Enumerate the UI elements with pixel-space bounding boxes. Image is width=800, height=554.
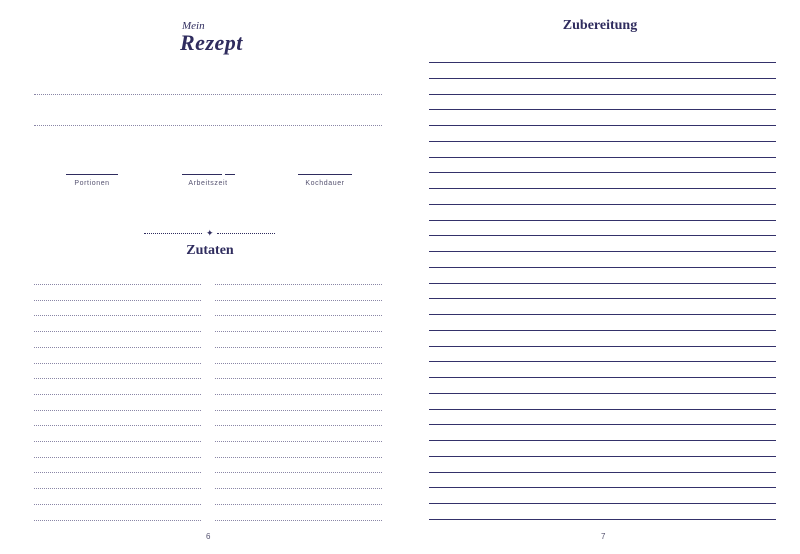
ingredient-line[interactable]	[34, 410, 201, 411]
preparation-line[interactable]	[429, 188, 776, 189]
ingredient-line[interactable]	[215, 394, 382, 395]
ingredient-line[interactable]	[34, 300, 201, 301]
preparation-line[interactable]	[429, 94, 776, 95]
portionen-label: Portionen	[74, 180, 110, 187]
ingredient-line[interactable]	[34, 347, 201, 348]
preparation-line[interactable]	[429, 267, 776, 268]
preparation-line[interactable]	[429, 157, 776, 158]
ingredient-line[interactable]	[215, 472, 382, 473]
preparation-line[interactable]	[429, 393, 776, 394]
mein-rezept-logo	[170, 20, 250, 60]
ingredient-line[interactable]	[34, 363, 201, 364]
preparation-line[interactable]	[429, 330, 776, 331]
preparation-line[interactable]	[429, 377, 776, 378]
kochdauer-label: Kochdauer	[305, 180, 345, 187]
page-number-right: 7	[601, 532, 606, 541]
arbeitszeit-input-line[interactable]	[182, 174, 222, 175]
preparation-line[interactable]	[429, 456, 776, 457]
ingredient-line[interactable]	[34, 425, 201, 426]
preparation-line[interactable]	[429, 361, 776, 362]
ingredient-line[interactable]	[215, 363, 382, 364]
preparation-line[interactable]	[429, 314, 776, 315]
preparation-line[interactable]	[429, 204, 776, 205]
ingredient-line[interactable]	[34, 284, 201, 285]
preparation-line[interactable]	[429, 487, 776, 488]
page-number-left: 6	[206, 532, 211, 541]
preparation-line[interactable]	[429, 283, 776, 284]
preparation-line[interactable]	[429, 220, 776, 221]
preparation-line[interactable]	[429, 172, 776, 173]
preparation-line[interactable]	[429, 298, 776, 299]
preparation-line[interactable]	[429, 503, 776, 504]
preparation-line[interactable]	[429, 346, 776, 347]
ingredient-line[interactable]	[215, 457, 382, 458]
arbeitszeit-input-line-end	[225, 174, 235, 175]
ingredient-line[interactable]	[215, 378, 382, 379]
ingredient-line[interactable]	[215, 347, 382, 348]
ingredient-line[interactable]	[215, 520, 382, 521]
kochdauer-input-line[interactable]	[298, 174, 352, 175]
recipe-title-line[interactable]	[34, 94, 382, 95]
ingredient-line[interactable]	[34, 331, 201, 332]
preparation-line[interactable]	[429, 109, 776, 110]
ingredient-line[interactable]	[215, 300, 382, 301]
ingredient-line[interactable]	[34, 457, 201, 458]
ingredient-line[interactable]	[215, 441, 382, 442]
zutaten-heading: Zutaten	[186, 243, 234, 258]
divider-dots-right	[217, 233, 275, 234]
preparation-line[interactable]	[429, 78, 776, 79]
portionen-input-line[interactable]	[66, 174, 118, 175]
ingredient-line[interactable]	[215, 504, 382, 505]
preparation-line[interactable]	[429, 472, 776, 473]
ingredient-line[interactable]	[34, 378, 201, 379]
diamond-ornament-icon: ✦	[206, 228, 214, 238]
preparation-line[interactable]	[429, 251, 776, 252]
right-page	[400, 0, 800, 554]
ingredient-line[interactable]	[215, 488, 382, 489]
preparation-line[interactable]	[429, 235, 776, 236]
ingredient-line[interactable]	[215, 315, 382, 316]
ingredient-line[interactable]	[34, 441, 201, 442]
preparation-line[interactable]	[429, 440, 776, 441]
ingredient-line[interactable]	[215, 425, 382, 426]
recipe-title-line[interactable]	[34, 125, 382, 126]
preparation-line[interactable]	[429, 424, 776, 425]
ingredient-line[interactable]	[34, 472, 201, 473]
logo-line-mein: Mein	[182, 20, 205, 32]
preparation-line[interactable]	[429, 125, 776, 126]
ingredient-line[interactable]	[34, 394, 201, 395]
preparation-line[interactable]	[429, 141, 776, 142]
ingredient-line[interactable]	[215, 331, 382, 332]
ingredient-line[interactable]	[215, 284, 382, 285]
ingredient-line[interactable]	[34, 315, 201, 316]
divider-dots-left	[144, 233, 202, 234]
zubereitung-heading: Zubereitung	[562, 18, 638, 33]
preparation-line[interactable]	[429, 519, 776, 520]
ingredient-line[interactable]	[34, 504, 201, 505]
ingredient-line[interactable]	[34, 520, 201, 521]
ingredient-line[interactable]	[215, 410, 382, 411]
logo-line-rezept: Rezept	[180, 30, 243, 55]
arbeitszeit-label: Arbeitszeit	[188, 180, 228, 187]
preparation-line[interactable]	[429, 62, 776, 63]
preparation-line[interactable]	[429, 409, 776, 410]
ingredient-line[interactable]	[34, 488, 201, 489]
